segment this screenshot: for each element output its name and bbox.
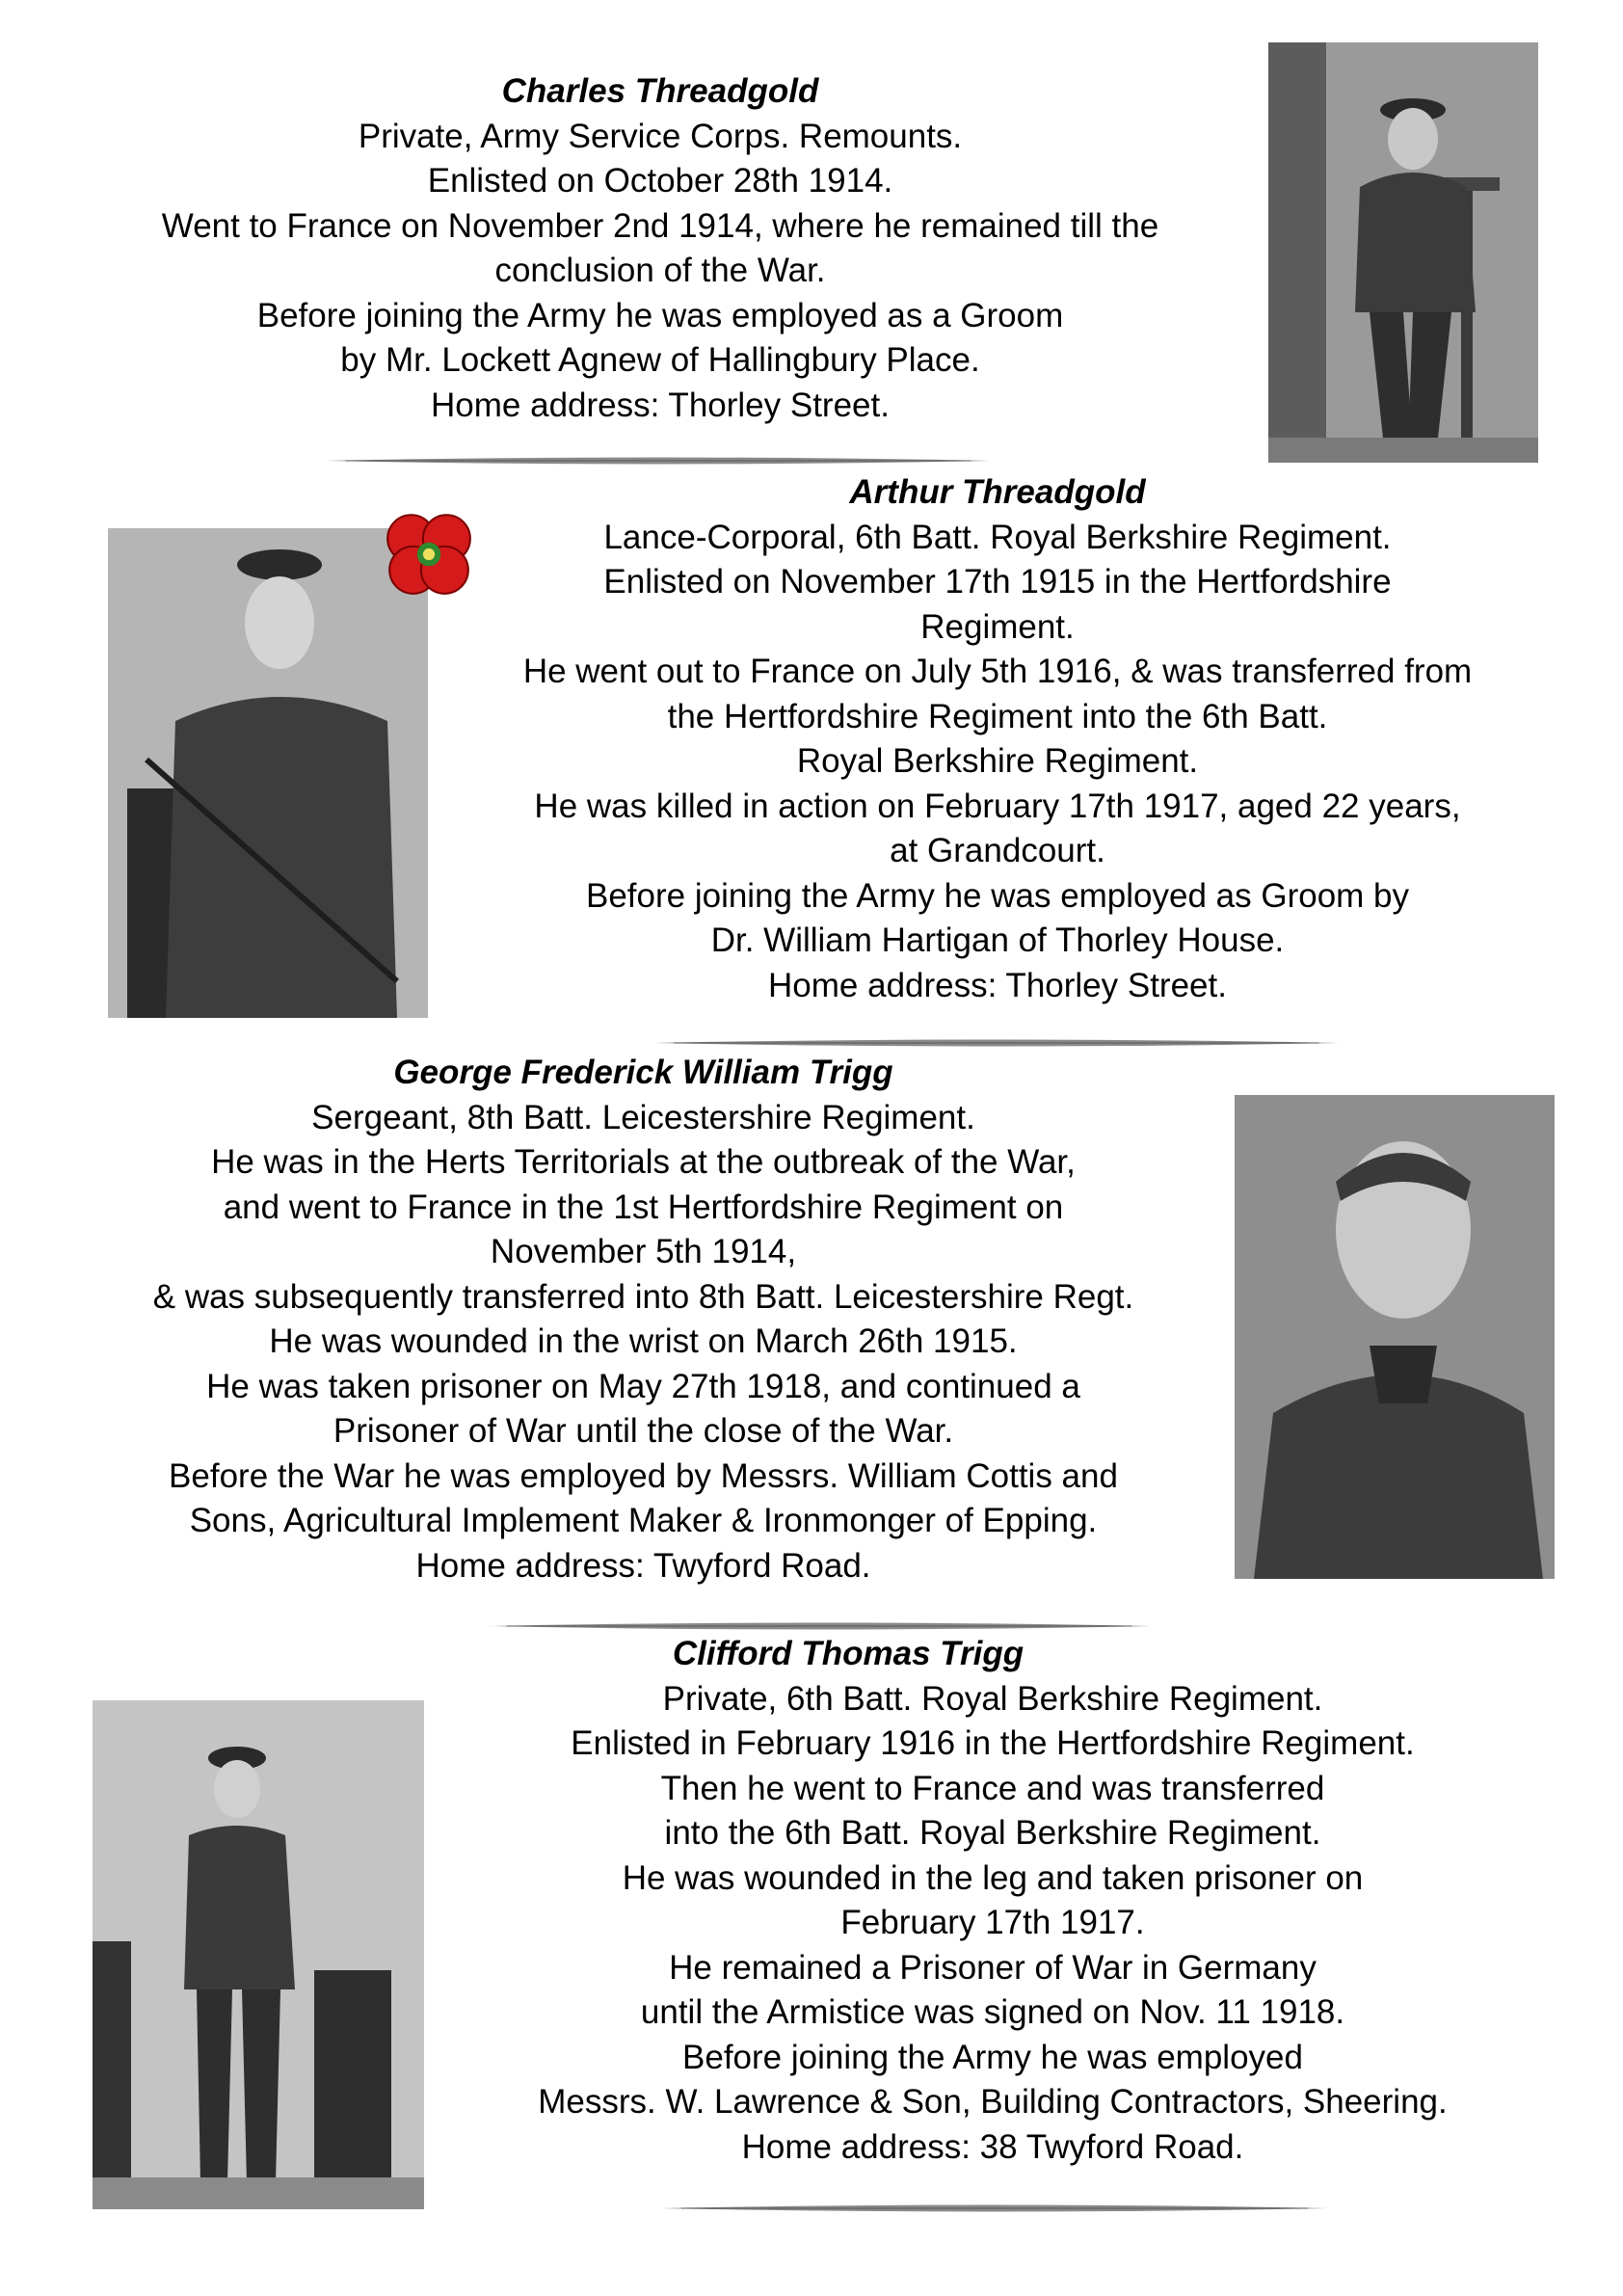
seated-soldier-figure: [108, 528, 428, 1018]
entry-line: He was taken prisoner on May 27th 1918, and continued a: [206, 1367, 1080, 1405]
entry-line: November 5th 1914,: [490, 1233, 797, 1270]
entry-line: Went to France on November 2nd 1914, where he remained till the: [161, 206, 1159, 245]
entry-charles-threadgold: [58, 69, 1263, 428]
entry-line: He was wounded in the wrist on March 26th 1915.: [269, 1322, 1018, 1360]
entry-line: & was subsequently transferred into 8th Batt. Leicestershire Regt.: [152, 1277, 1134, 1316]
separator-rule: [487, 1619, 1152, 1633]
entry-line: He was in the Herts Territorials at the outbreak of the War,: [211, 1143, 1076, 1181]
photo-charles-threadgold: [1268, 42, 1538, 463]
photo-george-trigg: [1235, 1095, 1555, 1579]
entry-line: Sergeant, 8th Batt. Leicestershire Regiment.: [311, 1098, 975, 1136]
entry-line: Prisoner of War until the close of the War.: [333, 1412, 954, 1450]
photo-clifford-trigg: [93, 1700, 424, 2209]
entry-line: and went to France in the 1st Hertfordshire Regiment on: [223, 1188, 1064, 1226]
separator-rule: [653, 1036, 1340, 1050]
portrait-soldier-figure: [1235, 1095, 1555, 1579]
entry-line: Regiment.: [920, 607, 1075, 646]
entry-line: conclusion of the War.: [494, 252, 826, 289]
standing-soldier-figure: [1268, 42, 1538, 463]
entry-line: Enlisted on October 28th 1914.: [427, 162, 893, 200]
entry-line: Before joining the Army he was employed as a Groom: [256, 296, 1064, 334]
entry-name: Clifford Thomas Trigg: [672, 1635, 1024, 1672]
entry-name: Charles Threadgold: [501, 72, 819, 110]
entry-line: Home address: Twyford Road.: [415, 1546, 871, 1585]
entry-arthur-threadgold: [443, 470, 1552, 1008]
entry-line: He went out to France on July 5th 1916, & was transferred from: [522, 653, 1473, 690]
separator-rule: [661, 2202, 1328, 2215]
entry-line: the Hertfordshire Regiment into the 6th Batt.: [667, 697, 1328, 735]
entry-line: into the 6th Batt. Royal Berkshire Regiment.: [664, 1814, 1321, 1852]
entry-line: Home address: 38 Twyford Road.: [741, 2127, 1244, 2166]
entry-line: He was wounded in the leg and taken prisoner on: [622, 1858, 1364, 1897]
entry-line: He was killed in action on February 17th 1917, aged 22 years,: [534, 787, 1461, 825]
entry-line: Sons, Agricultural Implement Maker & Ironmonger of Epping.: [189, 1502, 1098, 1539]
standing-soldier-figure: [93, 1700, 424, 2209]
entry-line: Private, Army Service Corps. Remounts.: [358, 117, 963, 155]
entry-clifford-trigg: [424, 1632, 1561, 2170]
entry-line: Then he went to France and was transferred: [660, 1769, 1325, 1807]
entry-line: Dr. William Hartigan of Thorley House.: [710, 921, 1285, 959]
photo-arthur-threadgold: [108, 528, 428, 1018]
entry-line: Before joining the Army he was employed: [682, 2038, 1303, 2076]
entry-name: George Frederick William Trigg: [393, 1054, 893, 1091]
entry-line: Enlisted in February 1916 in the Hertfordshire Regiment.: [571, 1724, 1415, 1762]
entry-line: until the Armistice was signed on Nov. 11 1918.: [640, 1993, 1345, 2031]
entry-name: Arthur Threadgold: [849, 473, 1146, 511]
entry-line: at Grandcourt.: [890, 832, 1105, 869]
entry-line: Home address: Thorley Street.: [768, 966, 1227, 1004]
entry-line: February 17th 1917.: [840, 1904, 1145, 1941]
entry-line: Messrs. W. Lawrence & Son, Building Contractors, Sheering.: [538, 2083, 1448, 2121]
entry-line: Royal Berkshire Regiment.: [796, 742, 1199, 780]
entry-line: Home address: Thorley Street.: [431, 386, 890, 424]
entry-line: Private, 6th Batt. Royal Berkshire Regiment.: [662, 1679, 1323, 1718]
entry-line: Before the War he was employed by Messrs. William Cottis and: [169, 1456, 1118, 1495]
entry-george-trigg: [58, 1051, 1229, 1589]
entry-line: Enlisted on November 17th 1915 in the Hertfordshire: [603, 563, 1392, 601]
entry-line: by Mr. Lockett Agnew of Hallingbury Place.: [340, 341, 980, 379]
entry-line: He remained a Prisoner of War in Germany: [669, 1948, 1317, 1987]
entry-line: Lance-Corporal, 6th Batt. Royal Berkshire Regiment.: [603, 518, 1392, 556]
separator-rule: [326, 454, 991, 467]
entry-line: Before joining the Army he was employed as Groom by: [585, 876, 1410, 915]
